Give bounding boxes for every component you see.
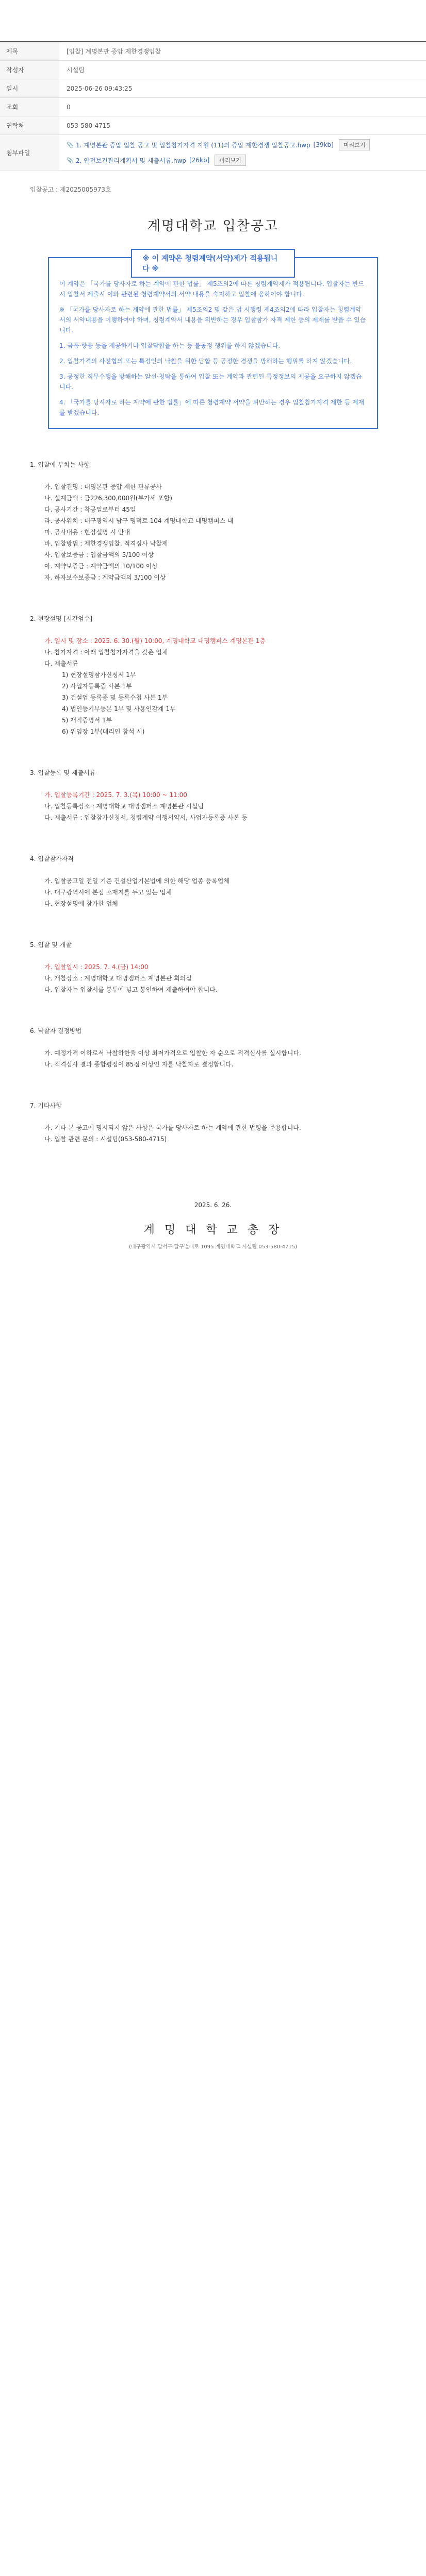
section-line: 가. 일시 및 장소 : 2025. 6. 30.(월) 10:00, 계명대학교 대명캠퍼스 계명본관 1층 (44, 637, 266, 645)
post-meta-table (0, 41, 426, 171)
post-phone: 053-580-4715 (67, 122, 111, 129)
preview-button[interactable]: 미리보기 (339, 139, 370, 150)
section-line: 다. 제출서류 (44, 660, 78, 667)
section-line: 5) 재직증명서 1부 (62, 717, 112, 724)
paperclip-icon: 📎 (67, 157, 74, 164)
integrity-notice-item: 4. 「국가를 당사자로 하는 계약에 관한 법률」에 따른 청렴계약 서약을 위반하는 경우 입찰참가자격 제한 등 제재를 받겠습니다. (59, 399, 365, 416)
notice-number: 입찰공고 : 제2025005973호 (30, 186, 111, 193)
section-line: 나. 적격심사 결과 종합평점이 85점 이상인 자를 낙찰자로 결정합니다. (44, 1061, 234, 1068)
section-line: 가. 예정가격 이하로서 낙찰하한율 이상 최저가격으로 입찰한 자 순으로 적격심사를 실시합니다. (44, 1049, 301, 1057)
section-line: 4) 법인등기부등본 1부 및 사용인감계 1부 (62, 705, 176, 713)
integrity-notice-box (48, 257, 378, 429)
page (0, 41, 426, 2576)
section-line: 바. 입찰방법 : 제한경쟁입찰, 적격심사 낙찰제 (44, 540, 168, 547)
section-line: 가. 입찰공고일 전일 기준 건설산업기본법에 의한 해당 업종 등록업체 (44, 877, 230, 885)
notice-signature: 계 명 대 학 교 총 장 (143, 1224, 283, 1236)
notice-date: 2025. 6. 26. (194, 1201, 232, 1209)
section-heading: 7. 기타사항 (30, 1102, 62, 1109)
post-views: 0 (67, 103, 71, 111)
meta-row-date (0, 79, 426, 98)
section-line: 나. 대구광역시에 본점 소재지를 두고 있는 업체 (44, 889, 172, 896)
section-line: 아. 계약보증금 : 계약금액의 10/100 이상 (44, 563, 158, 570)
section-line: 나. 참가자격 : 아래 입찰참가자격을 갖춘 업체 (44, 649, 168, 656)
attachment-list (67, 139, 370, 166)
integrity-notice-item: 1. 금품·향응 등을 제공하거나 입찰담합을 하는 등 불공정 행위를 하지 않겠습니다. (59, 342, 281, 349)
section-line: 자. 하자보수보증금 : 계약금액의 3/100 이상 (44, 574, 166, 581)
notice-title: 계명대학교 입찰공고 (147, 218, 279, 234)
attachment-link[interactable]: 2. 안전보건관리계획서 및 제출서류.hwp (76, 157, 187, 164)
section-line: 사. 입찰보증금 : 입찰금액의 5/100 이상 (44, 551, 154, 558)
meta-row-author (0, 61, 426, 79)
attachment-item (67, 139, 370, 150)
post-author: 시설팀 (67, 66, 85, 74)
integrity-notice-item: 2. 입찰가격의 사전협의 또는 특정인의 낙찰을 위한 담합 등 공정한 경쟁을 방해하는 행위를 하지 않겠습니다. (59, 358, 352, 365)
preview-button[interactable]: 미리보기 (215, 155, 246, 166)
meta-label-phone: 연락처 (0, 116, 59, 134)
meta-label-title: 제목 (0, 42, 59, 60)
meta-label-attachments: 첨부파일 (0, 135, 59, 170)
section-line: 다. 제출서류 : 입찰참가신청서, 청렴계약 이행서약서, 사업자등록증 사본 등 (44, 814, 248, 821)
attachment-item (67, 155, 370, 166)
section-line: 2) 사업자등록증 사본 1부 (62, 683, 132, 690)
attachment-link[interactable]: 1. 계명본관 증압 입찰 공고 및 입찰참가자격 지원 (11)의 증압 제한경쟁 입찰공고.hwp (76, 141, 310, 149)
section-line: 다. 입찰자는 입찰서를 봉투에 넣고 봉인하여 제출하여야 합니다. (44, 986, 218, 993)
section-line: 가. 기타 본 공고에 명시되지 않은 사항은 국가를 당사자로 하는 계약에 관한 법령을 준용합니다. (44, 1124, 301, 1131)
paperclip-icon: 📎 (67, 142, 74, 148)
section-heading: 6. 낙찰자 결정방법 (30, 1027, 82, 1035)
attachment-size: [26kb] (189, 157, 210, 164)
integrity-notice-item: ※ 「국가를 당사자로 하는 계약에 관한 법률」 제5조의2 및 같은 법 시행령 제4조의2에 따라 입찰자는 청렴계약서의 서약내용을 이행하여야 하며, 청렴계약서 내용을 위반하는 경우 입찰참가 자격 제한 등의 제재를 받을 수 있습니다. (59, 306, 366, 334)
section-line: 마. 공사내용 : 현장설명 시 안내 (44, 529, 130, 536)
post-title: [입찰] 계명본관 증압 제한경쟁입찰 (67, 48, 161, 55)
section-heading: 4. 입찰참가자격 (30, 855, 74, 862)
integrity-notice-heading: ※ 이 계약은 청렴계약(서약)제가 적용됩니다 ※ (131, 249, 295, 278)
section-line: 가. 입찰건명 : 대명본관 증압 제한 관류공사 (44, 483, 162, 490)
section-heading: 5. 입찰 및 개찰 (30, 941, 72, 948)
section-line: 나. 개찰장소 : 계명대학교 대명캠퍼스 계명본관 회의실 (44, 975, 192, 982)
post-body (0, 185, 426, 1250)
section-line: 6) 위임장 1부(대리인 참석 시) (62, 728, 145, 735)
section-line: 다. 공사기간 : 착공일로부터 45일 (44, 506, 136, 513)
meta-row-phone (0, 116, 426, 135)
section-line: 1) 현장설명참가신청서 1부 (62, 671, 136, 679)
notice-contact: (대구광역시 달서구 달구벌대로 1095 계명대학교 시설팀 053-580-4715) (128, 1244, 298, 1250)
section-line: 가. 입찰일시 : 2025. 7. 4.(금) 14:00 (44, 963, 149, 971)
section-line: 나. 설계금액 : 금226,300,000원(부가세 포함) (44, 495, 172, 502)
meta-label-author: 작성자 (0, 61, 59, 79)
meta-row-title (0, 42, 426, 61)
section-heading: 1. 입찰에 부치는 사항 (30, 461, 90, 468)
integrity-notice-list (59, 304, 367, 418)
attachment-list-cell (59, 135, 426, 170)
section-heading: 3. 입찰등록 및 제출서류 (30, 769, 96, 776)
meta-row-attachments (0, 135, 426, 171)
section-line: 가. 입찰등록기간 : 2025. 7. 3.(목) 10:00 ~ 11:00 (44, 791, 187, 799)
attachment-size: [39kb] (313, 141, 334, 148)
section-line: 다. 현장설명에 참가한 업체 (44, 900, 118, 907)
meta-label-date: 일시 (0, 79, 59, 97)
post-date: 2025-06-26 09:43:25 (67, 84, 133, 92)
section-line: 라. 공사위치 : 대구광역시 남구 명덕로 104 계명대학교 대명캠퍼스 내 (44, 517, 234, 524)
section-heading: 2. 현장설명 [시간엄수] (30, 615, 93, 622)
section-line: 나. 입찰등록장소 : 계명대학교 대명캠퍼스 계명본관 시설팀 (44, 803, 204, 810)
meta-row-views (0, 98, 426, 116)
integrity-notice-item: 3. 공정한 직무수행을 방해하는 알선·청탁을 통하여 입찰 또는 계약과 관련된 특정정보의 제공을 요구하지 않겠습니다. (59, 373, 362, 391)
section-line: 3) 건설업 등록증 및 등록수첩 사본 1부 (62, 694, 168, 701)
meta-label-views: 조회 (0, 98, 59, 116)
integrity-notice-intro: 이 계약은 「국가를 당사자로 하는 계약에 관한 법률」 제5조의2에 따른 청렴계약제가 적용됩니다. 입찰자는 반드시 입찰서 제출시 이와 관련된 청렴계약서의 서약 내용을 숙지하고 입찰에 응하여야 합니다. (59, 280, 365, 298)
section-line: 나. 입찰 관련 문의 : 시설팀(053-580-4715) (44, 1136, 167, 1143)
